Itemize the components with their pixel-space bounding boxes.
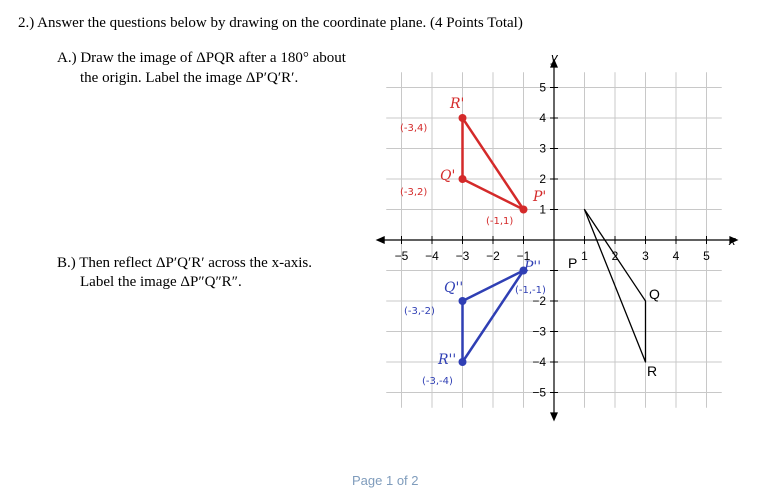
y-tick-label: 2 — [539, 172, 546, 186]
y-tick-label: 1 — [539, 202, 546, 217]
x-tick-label: −1 — [516, 249, 531, 263]
point-label-q: Q — [649, 286, 660, 302]
rotated-label-r: R' — [450, 96, 465, 112]
y-axis-arrow-down — [550, 412, 558, 421]
x-tick-label: 2 — [611, 249, 619, 263]
triangle-rotated-vertex-r — [459, 114, 467, 122]
part-b-line-2: Label the image ΔP″Q″R″. — [80, 274, 242, 290]
x-tick-label: 1 — [581, 249, 588, 263]
y-tick-label: 5 — [539, 80, 546, 95]
axes — [376, 59, 739, 422]
rotated-coord-r: (-3,4) — [400, 123, 428, 134]
rotated-coord-p: (-1,1) — [486, 216, 514, 227]
x-tick-label: −2 — [486, 249, 500, 263]
y-axis-label: y — [551, 50, 558, 65]
reflected-coord-q: (-3,-2) — [404, 306, 435, 317]
point-label-p: P — [568, 255, 578, 271]
reflected-coord-p: (-1,-1) — [515, 285, 546, 296]
question-header: 2.) Answer the questions below by drawing on the coordinate plane. (4 Points Total) — [18, 15, 523, 31]
x-axis-label: x — [729, 233, 736, 248]
x-axis-arrow-left — [376, 236, 385, 244]
reflected-label-q: Q'' — [444, 280, 464, 296]
rotated-coord-q: (-3,2) — [400, 187, 428, 198]
y-tick-label: 4 — [539, 111, 546, 125]
y-tick-label: −2 — [532, 294, 546, 308]
x-tick-label: −4 — [425, 249, 439, 263]
triangle-rotated-vertex-q — [459, 175, 467, 183]
y-tick-label: −3 — [532, 324, 546, 339]
x-tick-label: −5 — [394, 249, 409, 263]
x-tick-label: −3 — [455, 249, 470, 263]
triangle-rotated-vertex-p — [520, 206, 528, 214]
reflected-coord-r: (-3,-4) — [422, 376, 453, 387]
triangle-reflected-vertex-r — [459, 358, 467, 366]
x-tick-label: 4 — [672, 249, 680, 263]
y-tick-label: 3 — [539, 141, 546, 156]
reflected-label-p: P'' — [524, 259, 542, 275]
y-tick-label: −4 — [532, 355, 546, 369]
part-b-line-1: B.) Then reflect ΔP′Q′R′ across the x-axis. — [57, 255, 312, 271]
rotated-label-q: Q' — [440, 168, 456, 184]
x-tick-label: 3 — [642, 249, 649, 263]
page-indicator: Page 1 of 2 — [352, 473, 419, 488]
triangle-reflected-vertex-q — [459, 297, 467, 305]
reflected-label-r: R'' — [438, 352, 457, 368]
point-label-r: R — [647, 363, 658, 379]
part-a-line-2: the origin. Label the image ΔP′Q′R′. — [80, 70, 299, 86]
rotated-label-p: P' — [533, 189, 547, 205]
part-a-line-1: A.) Draw the image of ΔPQR after a 180° about — [57, 50, 346, 66]
y-tick-label: −5 — [532, 385, 546, 400]
x-tick-label: 5 — [703, 249, 710, 263]
